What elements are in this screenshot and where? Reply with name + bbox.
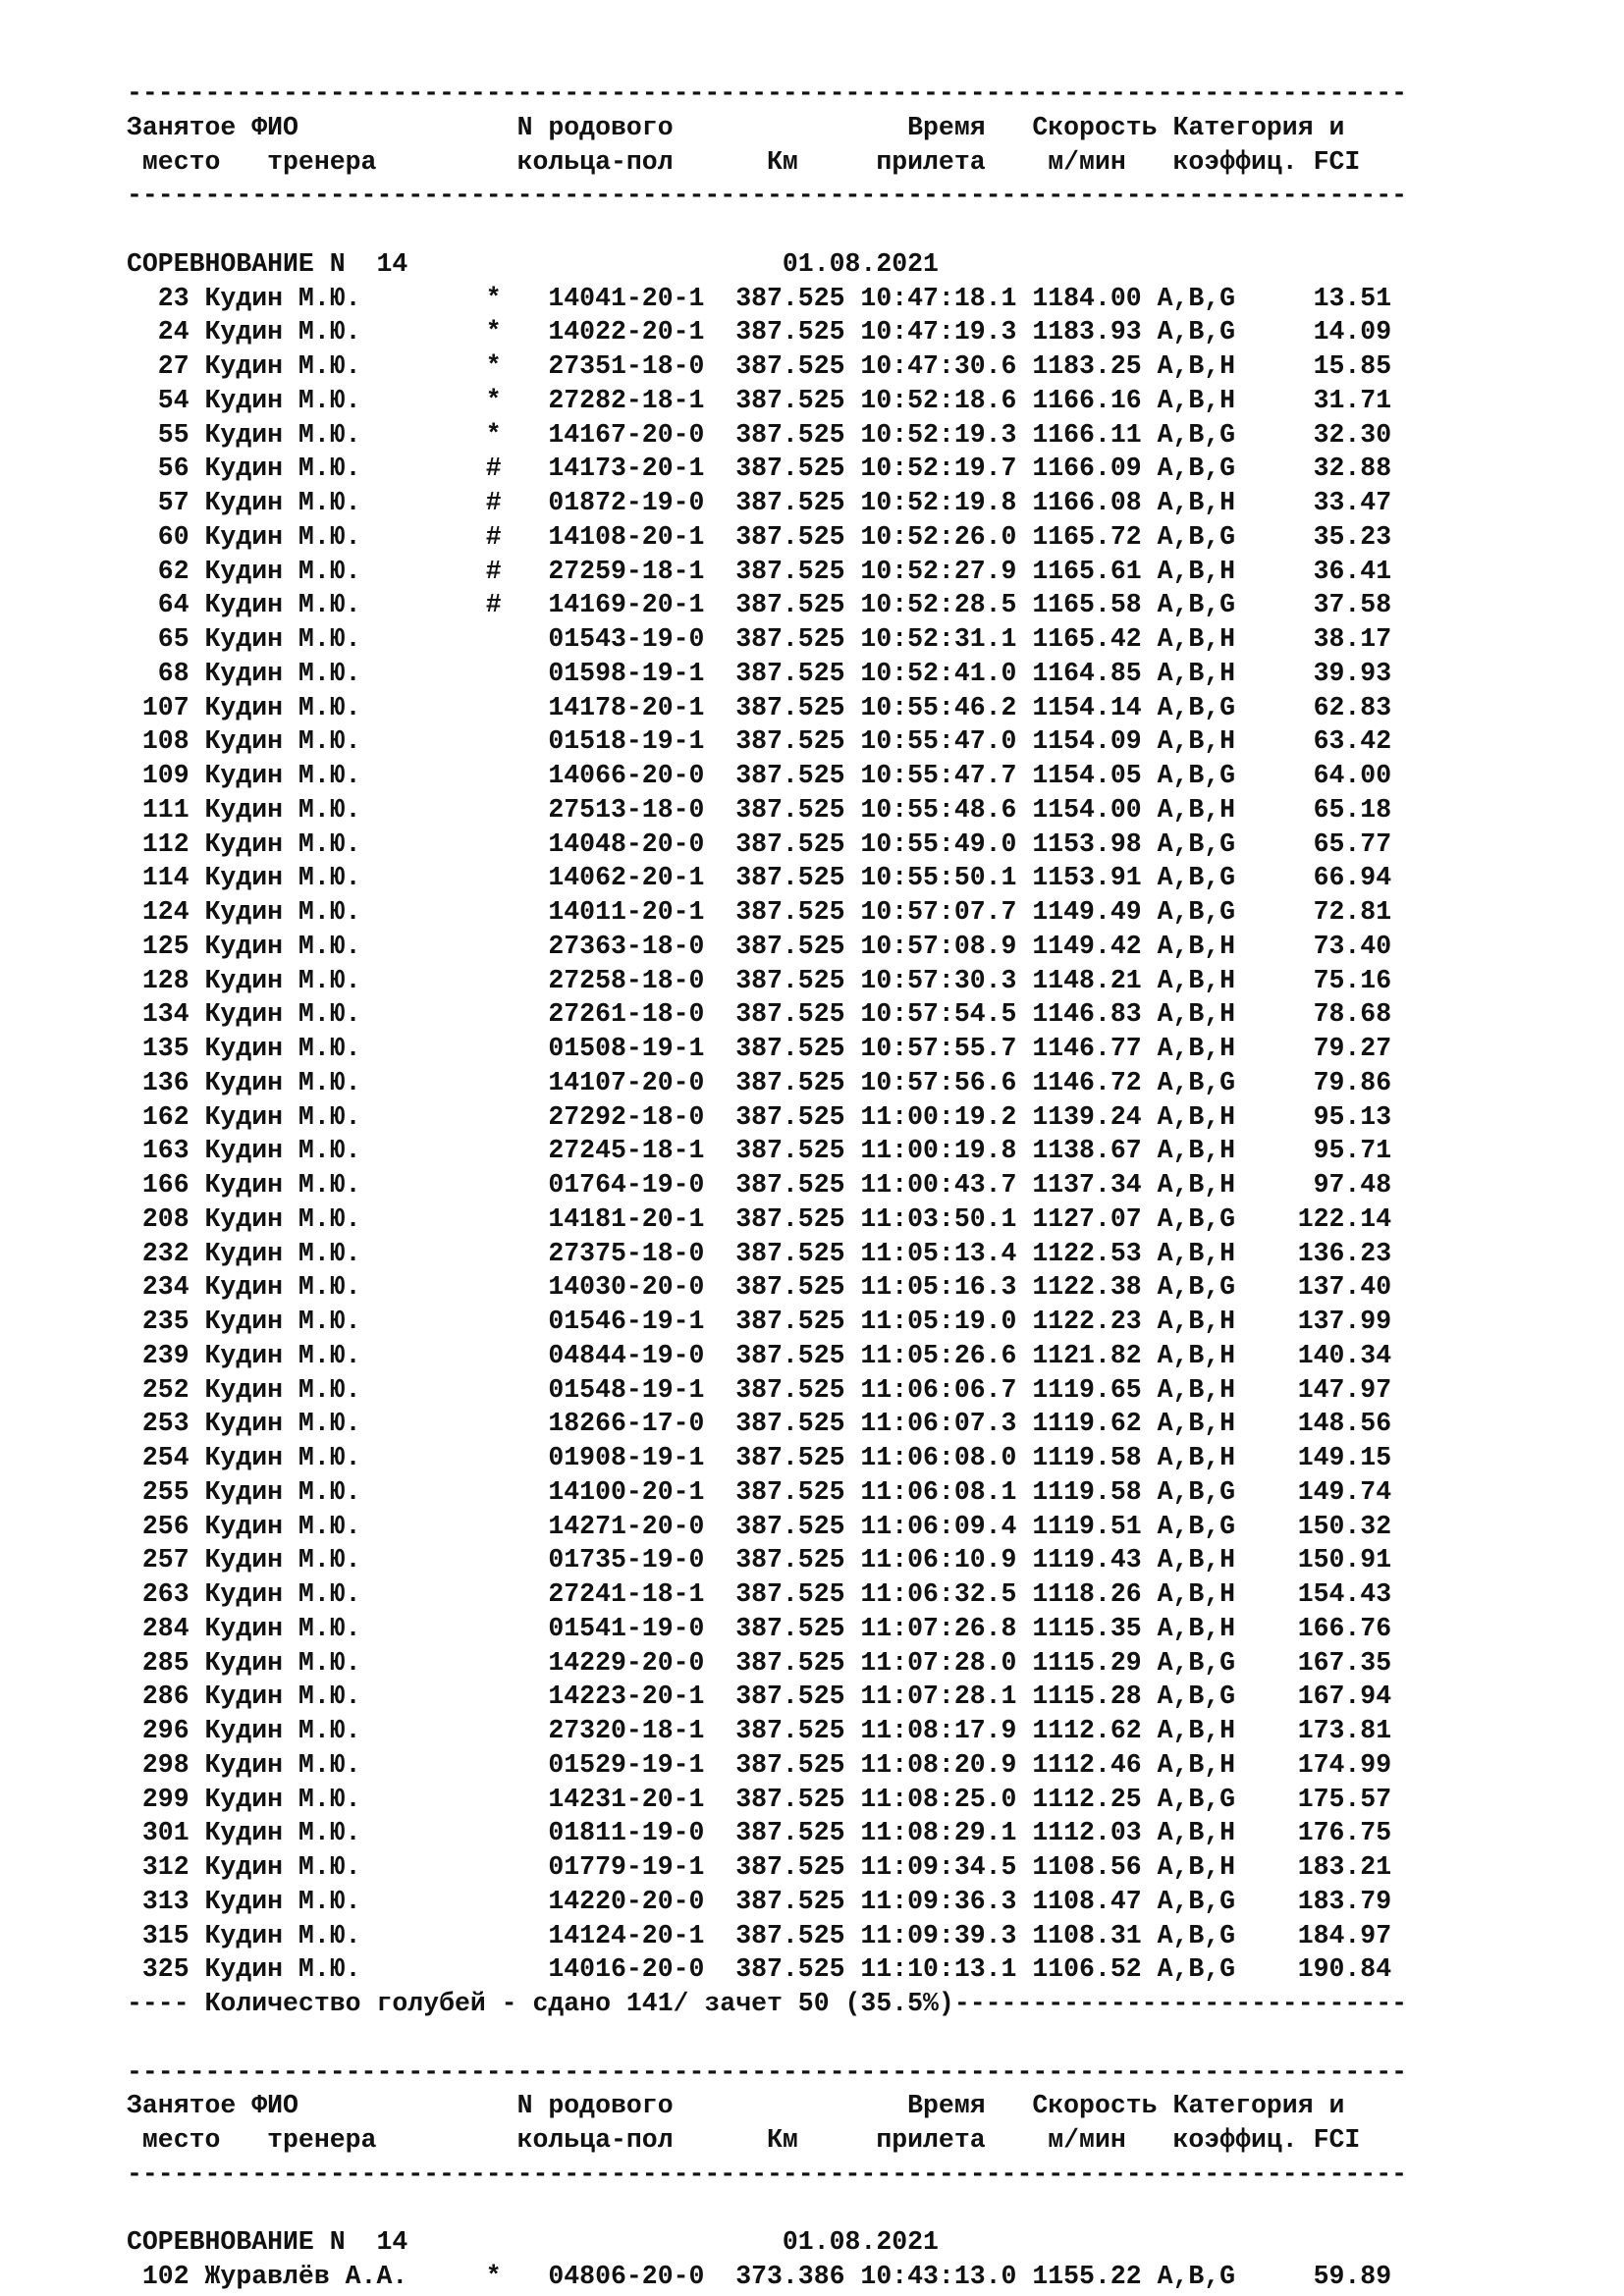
table-row: 112 Кудин М.Ю. 14048-20-0 387.525 10:55:49.0 1153.98 A,B,G 65.77 — [127, 828, 1392, 859]
table-row: 163 Кудин М.Ю. 27245-18-1 387.525 11:00:19.8 1138.67 A,B,H 95.71 — [127, 1136, 1392, 1166]
table-row: 102 Журавлёв А.А. * 04806-20-0 373.386 10:43:13.0 1155.22 A,B,G 59.89 — [127, 2262, 1392, 2291]
table-row: 255 Кудин М.Ю. 14100-20-1 387.525 11:06:08.1 1119.58 A,B,G 149.74 — [127, 1476, 1392, 1507]
table-row: 23 Кудин М.Ю. * 14041-20-1 387.525 10:47:18.1 1184.00 A,B,G 13.51 — [127, 283, 1392, 313]
table-row: 55 Кудин М.Ю. * 14167-20-0 387.525 10:52:19.3 1166.11 A,B,G 32.30 — [127, 419, 1392, 450]
table-row: 298 Кудин М.Ю. 01529-19-1 387.525 11:08:20.9 1112.46 A,B,H 174.99 — [127, 1749, 1392, 1780]
table-row: 27 Кудин М.Ю. * 27351-18-0 387.525 10:47:30.6 1183.25 A,B,H 15.85 — [127, 351, 1392, 381]
table-row: 166 Кудин М.Ю. 01764-19-0 387.525 11:00:43.7 1137.34 A,B,H 97.48 — [127, 1170, 1392, 1200]
table-row: 285 Кудин М.Ю. 14229-20-0 387.525 11:07:28.0 1115.29 A,B,G 167.35 — [127, 1647, 1392, 1678]
competition-title: СОРЕВНОВАНИЕ N 14 01.08.2021 — [127, 2227, 939, 2258]
column-header-line-2: место тренера кольца-пол Км прилета м/мин коэффиц. FCI — [127, 2125, 1361, 2155]
table-row: 232 Кудин М.Ю. 27375-18-0 387.525 11:05:13.4 1122.53 A,B,H 136.23 — [127, 1238, 1392, 1268]
table-row: 109 Кудин М.Ю. 14066-20-0 387.525 10:55:47.7 1154.05 A,B,G 64.00 — [127, 761, 1392, 790]
table-row: 325 Кудин М.Ю. 14016-20-0 387.525 11:10:13.1 1106.52 A,B,G 190.84 — [127, 1954, 1392, 1985]
table-row: 65 Кудин М.Ю. 01543-19-0 387.525 10:52:31.1 1165.42 A,B,H 38.17 — [127, 624, 1392, 654]
table-row: 108 Кудин М.Ю. 01518-19-1 387.525 10:55:47.0 1154.09 A,B,H 63.42 — [127, 726, 1392, 757]
table-row: 62 Кудин М.Ю. # 27259-18-1 387.525 10:52:27.9 1165.61 A,B,H 36.41 — [127, 556, 1392, 586]
table-row: 136 Кудин М.Ю. 14107-20-0 387.525 10:57:56.6 1146.72 A,B,G 79.86 — [127, 1067, 1392, 1097]
column-header-line-2: место тренера кольца-пол Км прилета м/мин коэффиц. FCI — [127, 146, 1361, 177]
separator-line: ---------------------------------------------------------------------------------- — [127, 181, 1408, 211]
table-row: 263 Кудин М.Ю. 27241-18-1 387.525 11:06:32.5 1118.26 A,B,H 154.43 — [127, 1579, 1392, 1609]
table-row: 254 Кудин М.Ю. 01908-19-1 387.525 11:06:08.0 1119.58 A,B,H 149.15 — [127, 1443, 1392, 1472]
table-row: 64 Кудин М.Ю. # 14169-20-1 387.525 10:52:28.5 1165.58 A,B,G 37.58 — [127, 590, 1392, 620]
table-row: 313 Кудин М.Ю. 14220-20-0 387.525 11:09:36.3 1108.47 A,B,G 183.79 — [127, 1886, 1392, 1916]
table-row: 135 Кудин М.Ю. 01508-19-1 387.525 10:57:55.7 1146.77 A,B,H 79.27 — [127, 1034, 1392, 1063]
table-row: 257 Кудин М.Ю. 01735-19-0 387.525 11:06:10.9 1119.43 A,B,H 150.91 — [127, 1545, 1392, 1575]
table-row: 296 Кудин М.Ю. 27320-18-1 387.525 11:08:17.9 1112.62 A,B,H 173.81 — [127, 1716, 1392, 1745]
table-row: 301 Кудин М.Ю. 01811-19-0 387.525 11:08:29.1 1112.03 A,B,H 176.75 — [127, 1818, 1392, 1848]
table-row: 234 Кудин М.Ю. 14030-20-0 387.525 11:05:16.3 1122.38 A,B,G 137.40 — [127, 1272, 1392, 1303]
table-row: 239 Кудин М.Ю. 04844-19-0 387.525 11:05:26.6 1121.82 A,B,H 140.34 — [127, 1340, 1392, 1370]
separator-line: ---------------------------------------------------------------------------------- — [127, 2159, 1408, 2189]
separator-line: ---------------------------------------------------------------------------------- — [127, 79, 1408, 108]
table-row: 128 Кудин М.Ю. 27258-18-0 387.525 10:57:30.3 1148.21 A,B,H 75.16 — [127, 965, 1392, 995]
summary-line: ---- Количество голубей - сдано 141/ зачет 50 (35.5%)----------------------------- — [127, 1989, 1408, 2018]
table-row: 107 Кудин М.Ю. 14178-20-1 387.525 10:55:46.2 1154.14 A,B,G 62.83 — [127, 692, 1392, 722]
table-row: 312 Кудин М.Ю. 01779-19-1 387.525 11:09:34.5 1108.56 A,B,H 183.21 — [127, 1852, 1392, 1882]
table-row: 114 Кудин М.Ю. 14062-20-1 387.525 10:55:50.1 1153.91 A,B,G 66.94 — [127, 863, 1392, 893]
table-row: 57 Кудин М.Ю. # 01872-19-0 387.525 10:52:19.8 1166.08 A,B,H 33.47 — [127, 488, 1392, 517]
table-row: 54 Кудин М.Ю. * 27282-18-1 387.525 10:52:18.6 1166.16 A,B,H 31.71 — [127, 385, 1392, 415]
table-row: 56 Кудин М.Ю. # 14173-20-1 387.525 10:52:19.7 1166.09 A,B,G 32.88 — [127, 454, 1392, 484]
table-row: 235 Кудин М.Ю. 01546-19-1 387.525 11:05:19.0 1122.23 A,B,H 137.99 — [127, 1307, 1392, 1336]
table-row: 208 Кудин М.Ю. 14181-20-1 387.525 11:03:50.1 1127.07 A,B,G 122.14 — [127, 1203, 1392, 1234]
table-row: 125 Кудин М.Ю. 27363-18-0 387.525 10:57:08.9 1149.42 A,B,H 73.40 — [127, 931, 1392, 961]
table-row: 286 Кудин М.Ю. 14223-20-1 387.525 11:07:28.1 1115.28 A,B,G 167.94 — [127, 1682, 1392, 1712]
blank-line — [127, 2192, 1407, 2226]
separator-line: ---------------------------------------------------------------------------------- — [127, 2056, 1408, 2087]
table-row: 253 Кудин М.Ю. 18266-17-0 387.525 11:06:07.3 1119.62 A,B,H 148.56 — [127, 1409, 1392, 1439]
blank-line — [127, 213, 1407, 247]
table-row: 299 Кудин М.Ю. 14231-20-1 387.525 11:08:25.0 1112.25 A,B,G 175.57 — [127, 1784, 1392, 1814]
column-header-line-1: Занятое ФИО N родового Время Скорость Категория и — [127, 112, 1345, 142]
competition-title: СОРЕВНОВАНИЕ N 14 01.08.2021 — [127, 248, 939, 279]
table-row: 111 Кудин М.Ю. 27513-18-0 387.525 10:55:48.6 1154.00 A,B,H 65.18 — [127, 794, 1392, 825]
column-header-line-1: Занятое ФИО N родового Время Скорость Категория и — [127, 2091, 1345, 2121]
blank-line — [127, 2021, 1407, 2056]
table-row: 284 Кудин М.Ю. 01541-19-0 387.525 11:07:26.8 1115.35 A,B,H 166.76 — [127, 1613, 1392, 1643]
table-row: 256 Кудин М.Ю. 14271-20-0 387.525 11:06:09.4 1119.51 A,B,G 150.32 — [127, 1511, 1392, 1541]
table-row: 24 Кудин М.Ю. * 14022-20-1 387.525 10:47:19.3 1183.93 A,B,G 14.09 — [127, 317, 1392, 347]
race-results-report — [127, 77, 1407, 2294]
table-row: 68 Кудин М.Ю. 01598-19-1 387.525 10:52:41.0 1164.85 A,B,H 39.93 — [127, 658, 1392, 688]
table-row: 60 Кудин М.Ю. # 14108-20-1 387.525 10:52:26.0 1165.72 A,B,G 35.23 — [127, 521, 1392, 552]
table-row: 134 Кудин М.Ю. 27261-18-0 387.525 10:57:54.5 1146.83 A,B,H 78.68 — [127, 999, 1392, 1030]
table-row: 315 Кудин М.Ю. 14124-20-1 387.525 11:09:39.3 1108.31 A,B,G 184.97 — [127, 1920, 1392, 1950]
table-row: 252 Кудин М.Ю. 01548-19-1 387.525 11:06:06.7 1119.65 A,B,H 147.97 — [127, 1374, 1392, 1405]
table-row: 124 Кудин М.Ю. 14011-20-1 387.525 10:57:07.7 1149.49 A,B,G 72.81 — [127, 897, 1392, 927]
table-row: 162 Кудин М.Ю. 27292-18-0 387.525 11:00:19.2 1139.24 A,B,H 95.13 — [127, 1101, 1392, 1132]
